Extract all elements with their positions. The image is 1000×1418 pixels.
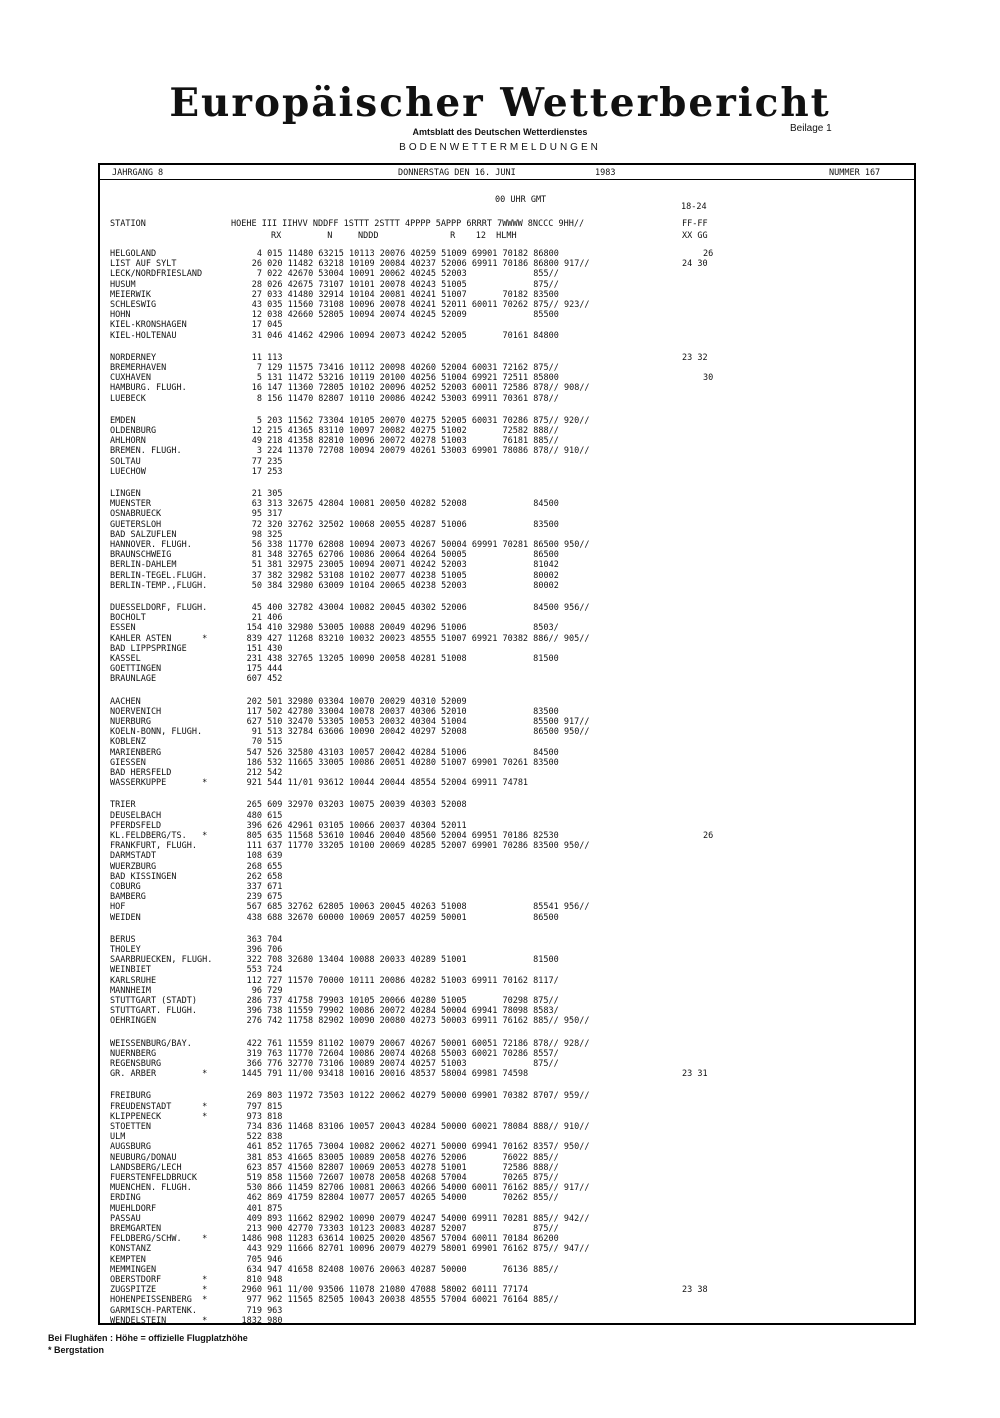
observation-codes: 3 224 11370 72708 10094 20079 40261 53003 69901 78086 878// 910//	[256, 446, 590, 457]
observation-codes: 530 866 11459 82706 10081 20063 40266 54000 60011 76162 885// 917//	[246, 1183, 590, 1194]
observation-codes: 91 513 32784 63606 10090 20042 40297 52008 86500 950//	[251, 727, 590, 738]
station-name: WEIDEN	[110, 912, 141, 923]
station-name: KARLSRUHE	[110, 975, 157, 986]
station-name: KOELN-BONN, FLUGH.	[110, 727, 203, 738]
observation-codes: 5 203 11562 73304 10105 20070 40275 52005 60031 70286 875// 920//	[256, 415, 590, 426]
report-year: 1983	[595, 168, 616, 178]
observation-codes: 719 963	[246, 1305, 283, 1316]
jahrgang: JAHRGANG 8	[112, 168, 164, 178]
station-name: GOETTINGEN	[110, 664, 162, 675]
wind-gust-value: 26	[703, 831, 714, 841]
observation-codes: 322 708 32680 13404 10088 20033 40289 51001 81500	[246, 955, 559, 966]
station-name: KAHLER ASTEN *	[110, 633, 208, 644]
station-name: ERDING	[110, 1193, 141, 1204]
station-name: KASSEL	[110, 654, 141, 664]
station-name: KOBLENZ	[110, 737, 146, 748]
observation-codes: 480 615	[246, 810, 283, 821]
footnote-mountain-station: * Bergstation	[48, 1345, 105, 1355]
observation-codes: 12 215 41365 83110 10097 20082 40275 51002 72582 888//	[251, 426, 559, 436]
station-name: FREUDENSTADT *	[110, 1101, 208, 1112]
station-name: MANNHEIM	[110, 985, 151, 996]
observation-codes: 5 131 11472 53216 10119 20100 40256 51004 69921 72511 85800	[256, 373, 559, 384]
observation-codes: 154 410 32980 53005 10088 20049 40296 51006 8503/	[246, 623, 559, 634]
observation-codes: 31 046 41462 42906 10094 20073 40242 52005 70161 84800	[251, 330, 559, 341]
observation-codes: 519 858 11560 72607 10078 20058 40268 57004 70265 875//	[246, 1173, 559, 1183]
wind-gust-value: 23 32	[682, 352, 708, 363]
station-name: NUERBURG	[110, 717, 151, 727]
station-name: SCHLESWIG	[110, 300, 157, 310]
observation-codes: 72 320 32762 32502 10068 20055 40287 51006 83500	[251, 519, 559, 530]
publisher-subtitle: Amtsblatt des Deutschen Wetterdienstes	[412, 127, 588, 137]
station-name: GIESSEN	[110, 757, 146, 768]
station-name: WEINBIET	[110, 965, 151, 976]
station-name: SAARBRUECKEN, FLUGH.	[110, 955, 213, 966]
station-name: HAMBURG. FLUGH.	[110, 383, 187, 394]
observation-codes: 839 427 11268 83210 10032 20023 48555 51007 69921 70382 886// 905//	[246, 633, 590, 644]
observation-codes: 627 510 32470 53305 10053 20032 40304 51004 85500 917//	[246, 717, 590, 727]
observation-codes: 409 893 11662 82902 10090 20079 40247 54000 69911 70281 885// 942//	[246, 1213, 590, 1224]
station-name: GARMISCH-PARTENK.	[110, 1305, 197, 1316]
station-name: BAD HERSFELD	[110, 768, 172, 778]
observation-codes: 4 015 11480 63215 10113 20076 40259 51009 69901 70182 86800	[256, 249, 559, 259]
station-name: PFERDSFELD	[110, 820, 162, 831]
wind-gust-value: 30	[703, 373, 714, 384]
supplement-label: Beilage 1	[790, 123, 832, 134]
observation-codes: 98 325	[251, 529, 283, 540]
wind-gust-value: 26	[703, 249, 714, 259]
observation-codes: 51 381 32975 23005 10094 20071 40242 52003 81042	[251, 560, 559, 571]
station-name: PASSAU	[110, 1213, 141, 1224]
observation-codes: 151 430	[246, 643, 283, 654]
station-name: KONSTANZ	[110, 1244, 151, 1255]
observation-codes: 21 305	[251, 489, 283, 499]
report-frame	[98, 163, 916, 1325]
observation-codes: 977 962 11565 82505 10043 20038 48555 57004 60021 76164 885//	[246, 1295, 559, 1306]
observation-codes: 337 671	[246, 882, 283, 892]
station-name: DUESSELDORF, FLUGH.	[110, 603, 208, 613]
observation-codes: 17 045	[251, 320, 283, 331]
observation-codes: 28 026 42675 73107 10101 20078 40243 51005 875//	[251, 279, 559, 290]
station-name: KIEL-KRONSHAGEN	[110, 320, 187, 331]
station-name: LIST AUF SYLT	[110, 259, 177, 270]
station-name: BAD SALZUFLEN	[110, 529, 177, 540]
station-name: BERLIN-TEGEL.FLUGH.	[110, 570, 208, 581]
observation-codes: 81 348 32765 62706 10086 20064 40264 50005 86500	[251, 550, 559, 561]
observation-codes: 1486 908 11283 63614 10025 20020 48567 57004 60011 70184 86200	[241, 1234, 559, 1245]
observation-codes: 213 900 42770 73303 10123 20083 40287 52007 875//	[246, 1224, 559, 1234]
wind-gust-value: 24 30	[682, 259, 708, 270]
observation-codes: 286 737 41758 79903 10105 20066 40280 51005 70298 875//	[246, 996, 559, 1006]
observation-codes: 21 406	[251, 613, 283, 624]
station-name: FREIBURG	[110, 1091, 151, 1102]
station-name: KIEL-HOLTENAU	[110, 330, 177, 341]
observation-codes: 705 946	[246, 1254, 283, 1265]
station-name: HANNOVER. FLUGH.	[110, 540, 192, 550]
observation-codes: 26 020 11482 63218 10109 20084 40237 52006 69911 70186 86800 917//	[251, 259, 590, 270]
station-name: WEISSENBURG/BAY.	[110, 1038, 192, 1049]
observation-codes: 797 815	[246, 1101, 283, 1112]
observation-codes: 70 515	[251, 737, 283, 748]
station-name: OBERSTDORF *	[110, 1275, 208, 1285]
footnote-airports: Bei Flughäfen : Höhe = offizielle Flugplatzhöhe	[48, 1333, 248, 1343]
station-name: HELGOLAND	[110, 249, 157, 259]
observation-codes: 77 235	[251, 456, 283, 467]
observation-codes: 45 400 32782 43004 10082 20045 40302 52006 84500 956//	[251, 603, 590, 613]
station-name: BERLIN-DAHLEM	[110, 560, 177, 571]
observation-codes: 7 129 11575 73416 10112 20098 40260 52004 60031 72162 875//	[256, 363, 559, 373]
observation-codes: 17 253	[251, 466, 283, 477]
station-name: BREMERHAVEN	[110, 363, 167, 373]
station-name: DEUSELBACH	[110, 810, 162, 821]
station-name: WUERZBURG	[110, 861, 157, 872]
station-name: CUXHAVEN	[110, 373, 151, 384]
station-name: WASSERKUPPE *	[110, 778, 208, 789]
observation-codes: 396 626 42961 03105 10066 20037 40304 52011	[246, 820, 467, 831]
observation-codes: 921 544 11/01 93612 10044 20044 48554 52004 69911 74781	[246, 778, 529, 789]
observation-codes: 112 727 11570 70000 10111 20086 40282 51003 69911 70162 8117/	[246, 975, 559, 986]
observation-codes: 607 452	[246, 674, 283, 685]
observation-codes: 319 763 11770 72604 10086 20074 40268 55003 60021 70286 8557/	[246, 1048, 559, 1059]
observation-codes: 734 836 11468 83106 10057 20043 40284 50000 60021 78084 888// 910//	[246, 1122, 590, 1132]
observation-codes: 422 761 11559 81102 10079 20067 40267 50001 60051 72186 878// 928//	[246, 1038, 590, 1049]
station-name: ZUGSPITZE *	[110, 1285, 208, 1296]
station-name: FUERSTENFELDBRUCK	[110, 1173, 197, 1183]
station-name: MEMMINGEN	[110, 1264, 157, 1275]
observation-codes: 810 948	[246, 1275, 283, 1285]
wind-column-header: FF-FF	[682, 219, 708, 229]
station-name: HOHN	[110, 310, 131, 321]
observation-codes: 363 704	[246, 934, 283, 945]
observation-codes: 43 035 11560 73108 10096 20078 40241 52011 60011 70262 875// 923//	[251, 300, 590, 310]
observation-codes: 37 382 32982 53108 10102 20077 40238 51005 80002	[251, 570, 559, 581]
station-name: MARIENBERG	[110, 747, 162, 758]
observation-codes: 175 444	[246, 664, 283, 675]
station-name: BERUS	[110, 934, 136, 945]
station-name: NORDERNEY	[110, 352, 157, 363]
station-name: WENDELSTEIN *	[110, 1315, 208, 1326]
observation-codes: 108 639	[246, 851, 283, 862]
station-name: BREMGARTEN	[110, 1224, 162, 1234]
station-name: ESSEN	[110, 623, 136, 634]
observation-codes: 438 688 32670 60000 10069 20057 40259 50001 86500	[246, 912, 559, 923]
station-name: FRANKFURT, FLUGH.	[110, 841, 197, 852]
observation-codes: 1832 980	[241, 1315, 283, 1326]
observation-codes: 268 655	[246, 861, 283, 872]
station-name: KL.FELDBERG/TS. *	[110, 831, 208, 841]
station-column-header: STATION	[110, 219, 146, 229]
page-title: Europäischer Wetterbericht	[169, 80, 831, 126]
station-name: EMDEN	[110, 415, 136, 426]
observation-codes: 16 147 11360 72805 10102 20096 40252 52003 60011 72586 878// 908//	[251, 383, 590, 394]
observation-codes: 396 738 11559 79902 10086 20072 40284 50004 69941 78098 8583/	[246, 1006, 559, 1017]
observation-codes: 2960 961 11/00 93506 11078 21080 47088 58002 60111 77174	[241, 1285, 529, 1296]
observation-codes: 276 742 11758 82902 10090 20080 40273 50003 69911 76162 885// 950//	[246, 1016, 590, 1027]
observation-codes: 547 526 32580 43103 10057 20042 40284 51006 84500	[246, 747, 559, 758]
observation-codes: 1445 791 11/00 93418 10016 20016 48537 58004 69981 74598	[241, 1069, 529, 1080]
observation-codes: 7 022 42670 53004 10091 20062 40245 52003 855//	[256, 269, 559, 280]
station-name: TRIER	[110, 800, 136, 811]
report-date: DONNERSTAG DEN 16. JUNI	[398, 168, 516, 178]
station-name: MEIERWIK	[110, 289, 151, 300]
station-name: HUSUM	[110, 279, 136, 290]
station-name: ULM	[110, 1132, 126, 1143]
observation-codes: 56 338 11770 62808 10094 20073 40267 50004 69991 70281 86500 950//	[251, 540, 590, 550]
observation-codes: 239 675	[246, 892, 283, 903]
station-name: STOETTEN	[110, 1122, 151, 1132]
observation-codes: 49 218 41358 82810 10096 20072 40278 51003 76181 885//	[251, 436, 559, 447]
observation-codes: 186 532 11665 33005 10086 20051 40280 51007 69901 70261 83500	[246, 757, 559, 768]
station-name: BOCHOLT	[110, 613, 146, 624]
observation-codes: 973 818	[246, 1111, 283, 1122]
observation-codes: 202 501 32980 03304 10070 20029 40310 52009	[246, 696, 467, 707]
wind-column-subheader: XX GG	[682, 231, 708, 241]
station-name: FELDBERG/SCHW. *	[110, 1234, 208, 1245]
observation-codes: 567 685 32762 62805 10063 20045 40263 51008 85541 956//	[246, 902, 590, 913]
section-title: BODENWETTERMELDUNGEN	[399, 142, 601, 153]
station-name: DARMSTADT	[110, 851, 157, 862]
observation-codes: 63 313 32675 42804 10081 20050 40282 52008 84500	[251, 499, 559, 510]
station-name: OSNABRUECK	[110, 509, 162, 520]
observation-codes: 231 438 32765 13205 10090 20058 40281 51008 81500	[246, 654, 559, 664]
station-name: BAD KISSINGEN	[110, 871, 177, 882]
station-name: MUEHLDORF	[110, 1203, 157, 1214]
station-name: GUETERSLOH	[110, 519, 162, 530]
station-name: NUERNBERG	[110, 1048, 157, 1059]
observation-codes: 117 502 42780 33004 10078 20037 40306 52010 83500	[246, 706, 559, 717]
station-name: LANDSBERG/LECH	[110, 1162, 182, 1173]
station-name: STUTTGART (STADT)	[110, 996, 197, 1006]
station-name: LINGEN	[110, 489, 141, 499]
observation-codes: 96 729	[251, 985, 283, 996]
station-name: BAMBERG	[110, 892, 146, 903]
station-name: KLIPPENECK *	[110, 1111, 208, 1122]
station-name: AACHEN	[110, 696, 141, 707]
station-name: AHLHORN	[110, 436, 146, 447]
station-name: BERLIN-TEMP.,FLUGH.	[110, 580, 208, 591]
station-name: GR. ARBER *	[110, 1069, 208, 1080]
observation-codes: 522 838	[246, 1132, 283, 1143]
observation-codes: 262 658	[246, 871, 283, 882]
station-name: LUEBECK	[110, 393, 146, 404]
station-name: BRAUNLAGE	[110, 674, 157, 685]
observation-codes: 553 724	[246, 965, 283, 976]
station-name: BRAUNSCHWEIG	[110, 550, 172, 561]
station-name: AUGSBURG	[110, 1142, 151, 1153]
observation-codes: 381 853 41665 83005 10089 20058 40276 52006 76022 885//	[246, 1152, 559, 1163]
station-name: KEMPTEN	[110, 1254, 146, 1265]
station-name: NOERVENICH	[110, 706, 162, 717]
observation-codes: 95 317	[251, 509, 283, 520]
station-name: BREMEN. FLUGH.	[110, 446, 182, 457]
station-name: LUECHOW	[110, 466, 146, 477]
station-name: COBURG	[110, 882, 141, 892]
code-column-subheader: RX N NDDD R 12 HLMH	[271, 231, 517, 241]
observation-codes: 111 637 11770 33205 10100 20069 40285 52007 69901 70286 83500 950//	[246, 841, 590, 852]
station-name: MUENCHEN. FLUGH.	[110, 1183, 192, 1194]
observation-codes: 366 776 32770 73106 10089 20074 40257 51003 875//	[246, 1059, 559, 1069]
code-column-header: HOEHE III IIHVV NDDFF 1STTT 2STTT 4PPPP 5APPP 6RRRT 7WWWW 8NCCC 9HH//	[231, 219, 585, 229]
station-name: NEUBURG/DONAU	[110, 1152, 177, 1163]
observation-codes: 269 803 11972 73503 10122 20062 40279 50000 69901 70382 8707/ 959//	[246, 1091, 590, 1102]
observation-codes: 50 384 32980 63009 10104 20065 40238 52003 80002	[251, 580, 559, 591]
observation-codes: 461 852 11765 73004 10082 20062 40271 50000 69941 70162 8357/ 950//	[246, 1142, 590, 1153]
observation-codes: 27 033 41480 32914 10104 20081 40241 51007 70182 83500	[251, 289, 559, 300]
observation-codes: 634 947 41658 82408 10076 20063 40287 50000 76136 885//	[246, 1264, 559, 1275]
observation-codes: 12 038 42660 52805 10094 20074 40245 52009 85500	[251, 310, 559, 321]
station-name: STUTTGART. FLUGH.	[110, 1006, 197, 1017]
observation-codes: 212 542	[246, 768, 283, 778]
station-name: REGENSBURG	[110, 1059, 162, 1069]
wind-gust-value: 23 38	[682, 1285, 708, 1296]
observation-codes: 396 706	[246, 945, 283, 955]
station-name: LECK/NORDFRIESLAND	[110, 269, 203, 280]
wind-gust-value: 23 31	[682, 1069, 708, 1080]
observation-time: 00 UHR GMT	[495, 195, 547, 205]
station-name: MUENSTER	[110, 499, 151, 510]
station-name: HOHENPEISSENBERG *	[110, 1295, 208, 1306]
station-name: OLDENBURG	[110, 426, 157, 436]
observation-codes: 401 875	[246, 1203, 283, 1214]
observation-codes: 8 156 11470 82807 10110 20086 40242 53003 69911 70361 878//	[256, 393, 559, 404]
observation-codes: 443 929 11666 82701 10096 20079 40279 58001 69901 76162 875// 947//	[246, 1244, 590, 1255]
observation-codes: 11 113	[251, 352, 283, 363]
station-name: OEHRINGEN	[110, 1016, 157, 1027]
station-name: HOF	[110, 902, 126, 913]
observation-codes: 623 857 41560 82807 10069 20053 40278 51001 72586 888//	[246, 1162, 559, 1173]
header-rule	[100, 179, 914, 180]
observation-codes: 805 635 11568 53610 10046 20040 48560 52004 69951 70186 82530	[246, 831, 559, 841]
period-label: 18-24	[681, 202, 707, 212]
station-name: BAD LIPPSPRINGE	[110, 643, 187, 654]
observation-codes: 265 609 32970 03203 10075 20039 40303 52008	[246, 800, 467, 811]
observation-codes: 462 869 41759 82804 10077 20057 40265 54000 70262 855//	[246, 1193, 559, 1204]
station-name: THOLEY	[110, 945, 141, 955]
station-name: SOLTAU	[110, 456, 141, 467]
issue-number: NUMMER 167	[829, 168, 881, 178]
